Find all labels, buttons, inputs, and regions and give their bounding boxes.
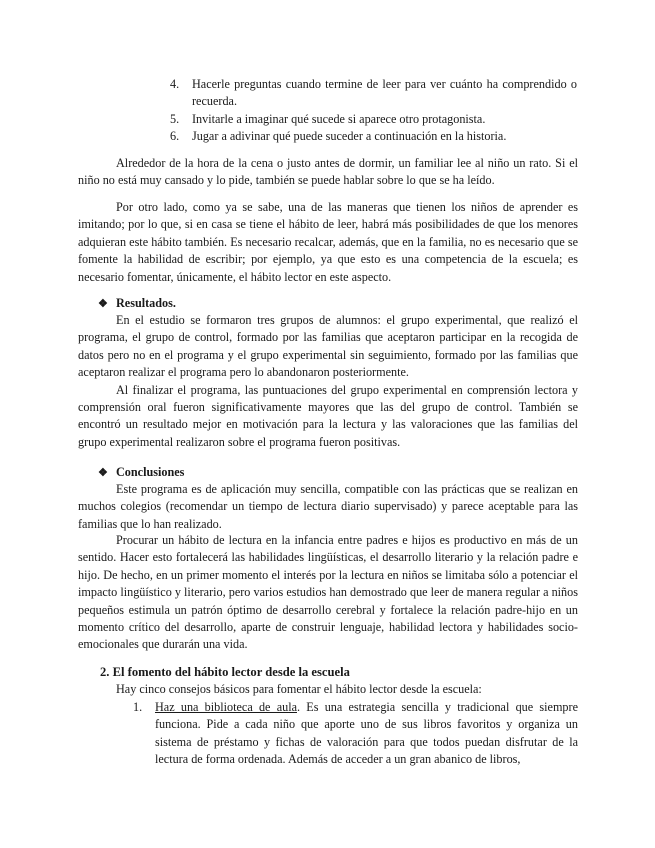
list-item-title: Haz una biblioteca de aula <box>155 700 297 714</box>
paragraph: Por otro lado, como ya se sabe, una de las maneras que tienen los niños de aprender es imitando; por lo que, si en casa se tiene el hábito de leer, habrá más posibilidades de que los menores adquieran este hábito también. Es necesario recalcar, además, que en la familia, no es necesario que se fomente la habilidad de escribir; por ejemplo, ya que esto es una competencia de la escuela; es necesario fomentar, únicamente, el hábito lector en este aspecto. <box>78 200 578 284</box>
paragraph: Al finalizar el programa, las puntuaciones del grupo experimental en comprensión lectora y comprensión oral fueron significativamente mayores que las del grupo de control. También se encontró un resultado mejor en motivación para la lectura y las valoraciones que las familias del grupo experimental realizaron sobre el programa fueron positivas. <box>78 382 578 449</box>
heading-text: Conclusiones <box>116 465 185 479</box>
list-item <box>133 699 578 769</box>
list-text: Hacerle preguntas cuando termine de leer para ver cuánto ha comprendido o recuerda. <box>192 77 577 109</box>
section-heading-2: 2. El fomento del hábito lector desde la escuela <box>100 665 350 679</box>
paragraph: En el estudio se formaron tres grupos de alumnos: el grupo experimental, que realizó el programa, el grupo de control, formado por las familias que aceptaron participar en la recogida de datos pero no en el programa y el grupo experimental sin seguimiento, formado por las familias que aceptaron realizar el programa pero lo abandonaron posteriormente. <box>78 313 578 380</box>
diamond-bullet-icon: ❖ <box>98 467 108 479</box>
list-item <box>170 76 577 111</box>
list-number: 4. <box>170 77 180 91</box>
list-text: Jugar a adivinar qué puede suceder a continuación en la historia. <box>192 129 507 144</box>
paragraph: Procurar un hábito de lectura en la infancia entre padres e hijos es productivo en más de un sentido. Hacer esto fortalecerá las habilidades lingüísticas, el desarrollo literario y la relación padre e hijo. De hecho, en un primer momento el interés por la lectura en niños se limitaba sólo a potenciar el impacto lingüístico y literario, pero varios estudios han demostrado que leer de manera regular a niños pequeños estimula un patrón óptimo de desarrollo cerebral y fortalece la relación padre-hijo en un momento crítico del desarrollo, aparte de construir lenguaje, habilidad lectora y habilidades socio-emocionales que durarán una vida. <box>78 533 578 652</box>
paragraph: Alrededor de la hora de la cena o justo antes de dormir, un familiar lee al niño un rato. Si el niño no está muy cansado y lo pide, también se puede hablar sobre lo que se ha leído. <box>78 156 578 188</box>
list-number: 6. <box>170 129 180 144</box>
paragraph-family-reading <box>78 155 578 190</box>
heading-resultados <box>98 295 176 313</box>
heading-text: Resultados. <box>116 296 176 310</box>
list-number: 1. <box>133 700 143 714</box>
list-item <box>170 128 577 145</box>
resultados-body <box>78 312 578 451</box>
list-number: 5. <box>170 111 180 126</box>
conclusiones-body-2 <box>78 532 578 654</box>
list-item <box>170 111 577 128</box>
numbered-list-school <box>133 699 578 769</box>
diamond-bullet-icon: ❖ <box>98 298 108 310</box>
heading-conclusiones <box>98 464 184 482</box>
paragraph-imitation <box>78 199 578 286</box>
section2-intro: Hay cinco consejos básicos para fomentar el hábito lector desde la escuela: <box>116 682 482 696</box>
numbered-list-top <box>170 76 577 146</box>
list-text: . Es una estrategia sencilla y tradicional que siempre funciona. Pide a cada niño que aporte uno de sus libros favoritos y organiza un sistema de préstamo y fichas de valoración para que todos puedan disfrutar de la lectura de forma ordenada. Además de acceder a un gran abanico de libros, <box>155 700 578 767</box>
list-text: Invitarle a imaginar qué sucede si aparece otro protagonista. <box>192 111 486 126</box>
conclusiones-body <box>78 481 578 533</box>
paragraph: Este programa es de aplicación muy sencilla, compatible con las prácticas que se realizan en muchos colegios (recomendar un tiempo de lectura diario supervisado) y parece aceptable para las familias que lo han realizado. <box>78 482 578 531</box>
